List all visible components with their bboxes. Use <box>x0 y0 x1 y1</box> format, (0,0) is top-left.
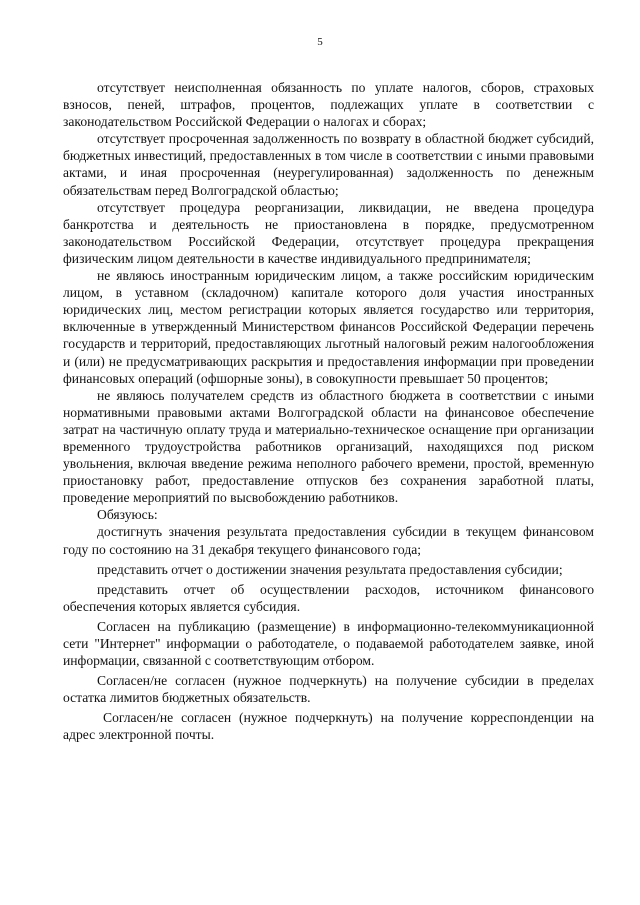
paragraph-report-result: представить отчет о достижении значения результата предоставления субсидии; <box>97 561 563 577</box>
paragraph-not-budget-recipient: не являюсь получателем средств из областного бюджета в соответствии с иными нормативными правовыми актами Волгоградской области на финансовое обеспечение затрат на частичную оплату труда и материально-техническое оснащение при организации временного трудоустройства работников организаций, находящихся под риском увольнения, включая введение режима неполного рабочего времени, простой, временную приостановку работ, предоставление отпусков без сохранения заработной платы, проведение мероприятий по высвобождению работников. <box>63 387 594 506</box>
paragraph-consent-email: Согласен/не согласен (нужное подчеркнуть) на получение корреспонденции на адрес электронной почты. <box>63 710 594 743</box>
paragraph-achieve-result: достигнуть значения результата предоставления субсидии в текущем финансовом году по состоянию на 31 декабря текущего финансового года; <box>63 524 594 557</box>
paragraph-obligations-heading: Обязуюсь: <box>97 507 158 523</box>
paragraph-not-foreign-entity: не являюсь иностранным юридическим лицом, а также российским юридическим лицом, в уставном (складочном) капитале которого доля участия иностранных юридических лиц, местом регистрации которых является государство или территория, включенные в утвержденный Министерством финансов Российской Федерации перечень государств и территорий, предоставляющих льготный налоговый режим налогообложения и (или) не предусматривающих раскрытия и предоставления информации при проведении финансовых операций (офшорные зоны), в совокупности превышает 50 процентов; <box>63 268 594 386</box>
paragraph-report-expenses: представить отчет об осуществлении расходов, источником финансового обеспечения которых является субсидия. <box>63 581 594 614</box>
paragraph-no-reorganization: отсутствует процедура реорганизации, ликвидации, не введена процедура банкротства и деятельность не приостановлена в порядке, предусмотренном законодательством Российской Федерации, отсутствует процедура прекращения физическим лицом деятельности в качестве индивидуального предпринимателя; <box>63 199 594 266</box>
paragraph-consent-publication: Согласен на публикацию (размещение) в информационно-телекоммуникационной сети "Интернет" информации о работодателе, о подаваемой работодателем заявке, иной информации, связанной с соответствующим отбором. <box>63 618 594 669</box>
document-body <box>63 79 594 744</box>
paragraph-no-overdue-debt: отсутствует просроченная задолженность по возврату в областной бюджет субсидий, бюджетных инвестиций, предоставленных в том числе в соответствии с иными правовыми актами, и иная просроченная (неурегулированная) задолженность по денежным обязательствам перед Волгоградской областью; <box>63 131 594 198</box>
paragraph-no-tax-debt: отсутствует неисполненная обязанность по уплате налогов, сборов, страховых взносов, пеней, штрафов, процентов, подлежащих уплате в соответствии с законодательством Российской Федерации о налогах и сборах; <box>63 80 594 130</box>
page-number: 5 <box>317 36 323 48</box>
paragraph-consent-subsidy-limits: Согласен/не согласен (нужное подчеркнуть) на получение субсидии в пределах остатка лимитов бюджетных обязательств. <box>63 673 594 706</box>
